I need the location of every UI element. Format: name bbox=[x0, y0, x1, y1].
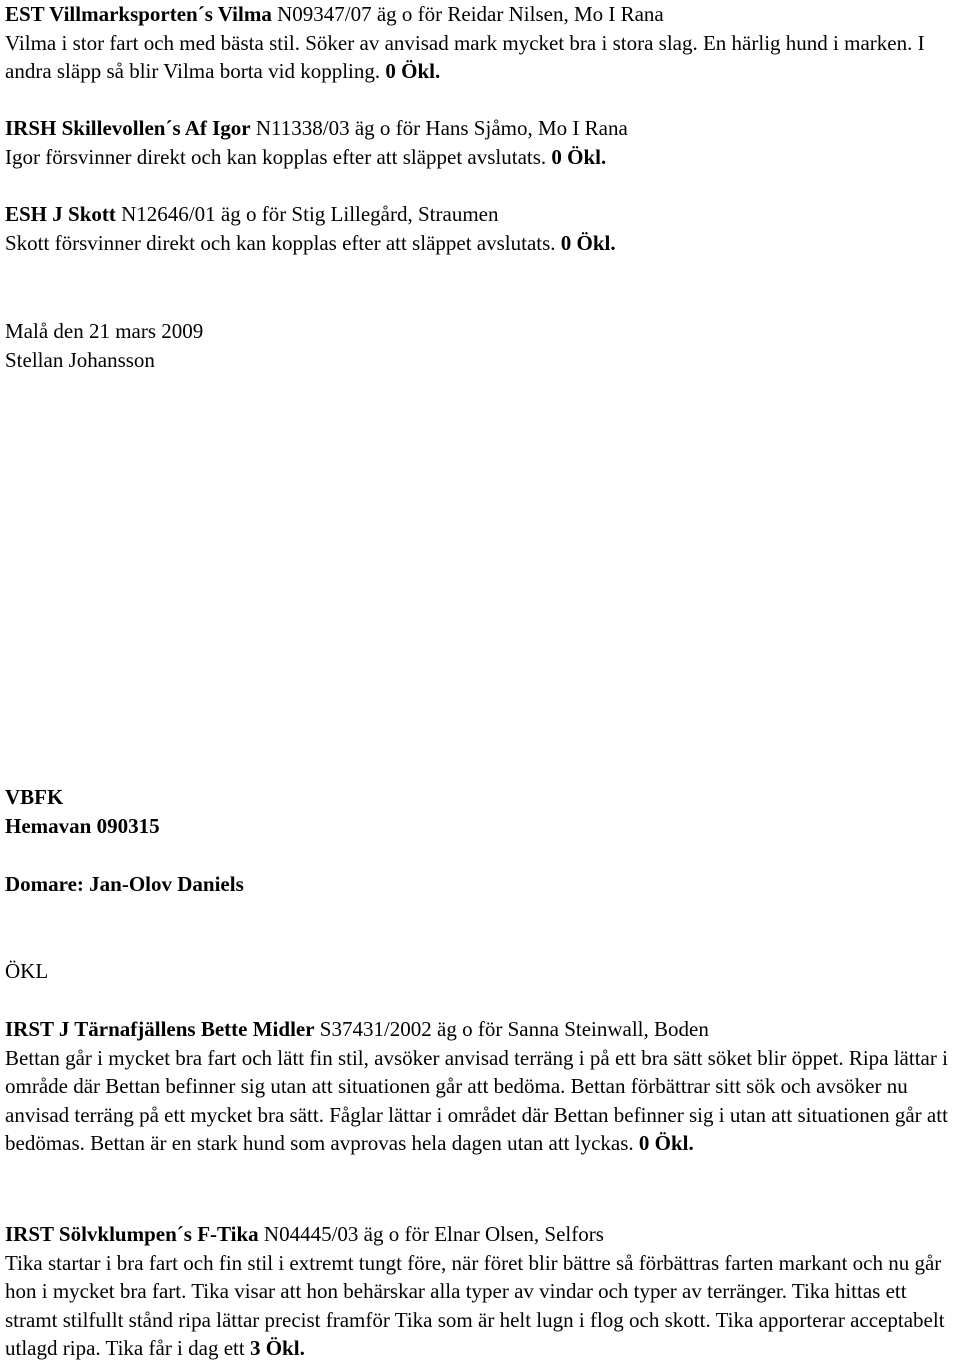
trial-club bbox=[5, 783, 957, 840]
dog-name: IRST J Tärnafjällens Bette Midler bbox=[5, 1017, 315, 1041]
entry-heading bbox=[5, 0, 957, 29]
registration-owner: S37431/2002 äg o för Sanna Steinwall, Boden bbox=[314, 1017, 709, 1041]
entry-critique bbox=[5, 1249, 957, 1363]
critique-text: Tika startar i bra fart och fin stil i extremt tungt före, när föret blir bättre så förbättras farten markant och nu går hon i mycket bra fart. Tika visar att hon behärskar alla typer av vindar och typer av terränger. Tika hittas ett stramt stilfullt stånd ripa lättar precist framför Tika som är helt lugn i flog och skott. Tika apporterar acceptabelt utlagd ripa. Tika får i dag ett bbox=[5, 1250, 945, 1360]
signature-name: Stellan Johansson bbox=[5, 347, 155, 372]
entry-heading bbox=[5, 1015, 957, 1044]
entry-heading bbox=[5, 114, 957, 143]
critique-text: Skott försvinner direkt och kan kopplas efter att släppet avslutats. bbox=[5, 230, 561, 255]
registration-owner: N04445/03 äg o för Elnar Olsen, Selfors bbox=[258, 1222, 604, 1246]
entry-critique bbox=[5, 1044, 957, 1158]
result: 0 Ökl. bbox=[385, 59, 441, 83]
entry-bette-midler bbox=[5, 1015, 957, 1158]
registration-owner: N11338/03 äg o för Hans Sjåmo, Mo I Rana bbox=[250, 116, 628, 140]
result: 0 Ökl. bbox=[638, 1131, 694, 1155]
entry-critique bbox=[5, 143, 957, 172]
entry-critique bbox=[5, 29, 957, 86]
critique-text: Igor försvinner direkt och kan kopplas efter att släppet avslutats. bbox=[5, 144, 552, 169]
critique-text: Vilma i stor fart och med bästa stil. Söker av anvisad mark mycket bra i stora slag. En härlig hund i marken. I andra släpp så blir Vilma borta vid koppling. bbox=[5, 30, 925, 83]
trial-judge bbox=[5, 870, 957, 899]
registration-owner: N12646/01 äg o för Stig Lillegård, Straumen bbox=[115, 202, 499, 226]
entry-vilma bbox=[5, 0, 957, 86]
club-name: VBFK bbox=[5, 785, 64, 809]
result: 3 Ökl. bbox=[249, 1336, 305, 1360]
entry-heading bbox=[5, 200, 957, 229]
judge-name: Domare: Jan-Olov Daniels bbox=[5, 872, 244, 896]
class-label: ÖKL bbox=[5, 959, 49, 983]
trial-class bbox=[5, 957, 957, 986]
signature-block bbox=[5, 317, 957, 374]
entry-heading bbox=[5, 1220, 957, 1249]
entry-igor bbox=[5, 114, 957, 171]
entry-f-tika bbox=[5, 1220, 957, 1363]
critique-text: Bettan går i mycket bra fart och lätt fin stil, avsöker anvisad terräng i på ett bra sätt söket blir öppet. Ripa lättar i område där Bettan befinner sig utan att situationen går att bedöma. Bettan förbättrar sitt sök och avsöker nu anvisad terräng på ett mycket bra sätt. Fåglar lättar i området där Bettan befinner sig i utan att situationen går att bedömas. Bettan är en stark hund som avprovas hela dagen utan att lyckas. bbox=[5, 1045, 948, 1155]
result: 0 Ökl. bbox=[551, 144, 607, 169]
place-date: Malå den 21 mars 2009 bbox=[5, 319, 204, 343]
result: 0 Ökl. bbox=[560, 230, 616, 255]
entry-skott bbox=[5, 200, 957, 257]
entry-critique bbox=[5, 229, 957, 258]
dog-name: ESH J Skott bbox=[5, 202, 116, 226]
dog-name: EST Villmarksporten´s Vilma bbox=[5, 2, 272, 26]
trial-location-date: Hemavan 090315 bbox=[5, 813, 160, 838]
registration-owner: N09347/07 äg o för Reidar Nilsen, Mo I Rana bbox=[271, 2, 664, 26]
dog-name: IRSH Skillevollen´s Af Igor bbox=[5, 116, 251, 140]
dog-name: IRST Sölvklumpen´s F-Tika bbox=[5, 1222, 259, 1246]
